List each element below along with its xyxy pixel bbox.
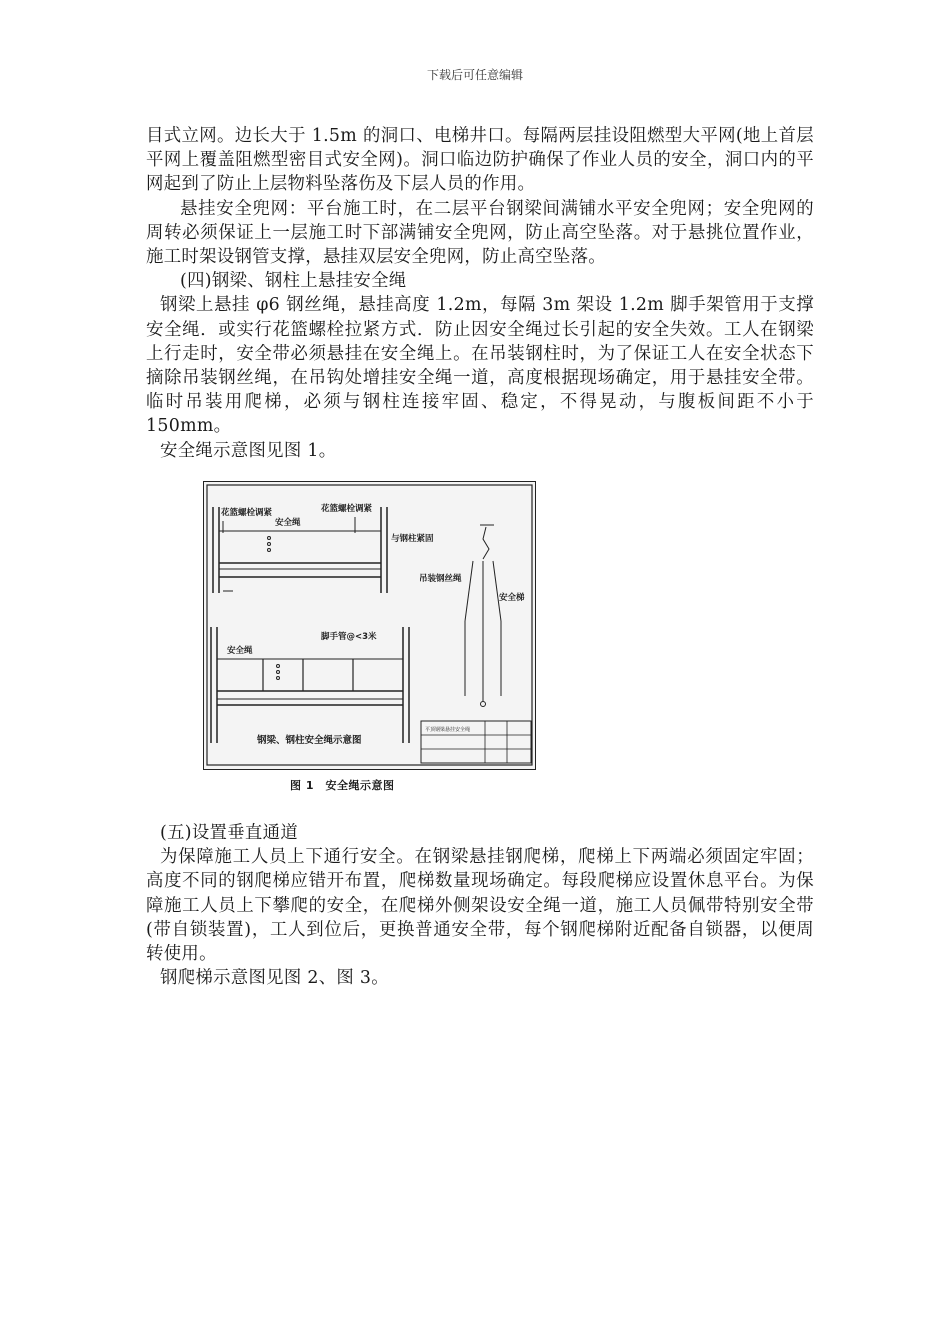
paragraph-figure1-ref: 安全绳示意图见图 1。: [160, 440, 337, 461]
label-turnbuckle-left: 花篮螺栓调紧: [221, 508, 273, 518]
paragraph-vertical-access: 为保障施工人员上下通行安全。在钢梁悬挂钢爬梯，爬梯上下两端必须固定牢固；高度不同的钢爬梯应错开布置，爬梯数量现场确定。每段爬梯应设置休息平台。为保障施工人员上下攀爬的安全，在爬梯外侧架设安全绳一道，施工人员佩带特别安全带(带自锁装置)，工人到位后，更换普通安全带，每个钢爬梯附近配备自锁器，以便周转使用。: [146, 847, 814, 965]
paragraph-steel-rope: 钢梁上悬挂 φ6 钢丝绳，悬挂高度 1.2m，每隔 3m 架设 1.2m 脚手架管用于支撑安全绳．或实行花篮螺栓拉紧方式．防止因安全绳过长引起的安全失效。工人在钢梁上行走时，安全带必须悬挂在安全绳上。在吊装钢柱时，为了保证工人在安全状态下摘除吊装钢丝绳，在吊钩处增挂安全绳一道，高度根据现场确定，用于悬挂安全带。临时吊装用爬梯，必须与钢柱连接牢固、稳定，不得晃动，与腹板间距不小于 150mm。: [146, 295, 814, 437]
section-2: [146, 821, 814, 990]
paragraph-openings: 目式立网。边长大于 1.5m 的洞口、电梯井口。每隔两层挂设阻燃型大平网(地上首层平网上覆盖阻燃型密目式安全网)。洞口临边防护确保了作业人员的安全，洞口内的平网起到了防止上层物料坠落伤及下层人员的作用。: [146, 126, 814, 195]
heading-section-5: (五)设置垂直通道: [160, 823, 299, 843]
page-header: 下载后可任意编辑: [426, 68, 523, 82]
title-block-name: 平顶钢梁悬挂安全绳: [425, 727, 471, 733]
label-hoist-wire: 吊装钢丝绳: [419, 574, 462, 584]
paragraph-safety-net: 悬挂安全兜网：平台施工时，在二层平台钢梁间满铺水平安全兜网；安全兜网的周转必须保证上一层施工时下部满铺安全兜网，防止高空坠落。对于悬挑位置作业，施工时架设钢管支撑，悬挂双层安全兜网，防止高空坠落。: [146, 198, 814, 268]
label-safety-rope-top: 安全绳: [275, 518, 301, 528]
figure-1-diagram: [203, 481, 536, 771]
figure-1-caption: 图 1 安全绳示意图: [290, 779, 395, 792]
label-scaffold-tube: 脚手管@<3米: [321, 632, 377, 642]
label-safety-rope-bottom: 安全绳: [227, 646, 253, 656]
heading-section-4: (四)钢梁、钢柱上悬挂安全绳: [180, 271, 407, 292]
label-turnbuckle-right: 花篮螺栓调紧: [321, 504, 373, 514]
label-safety-ladder: 安全梯: [499, 593, 525, 603]
section-1: [146, 124, 814, 463]
paragraph-figure23-ref: 钢爬梯示意图见图 2、图 3。: [160, 968, 389, 989]
label-column-fasten: 与钢柱紧固: [391, 534, 434, 544]
drawing-title: 钢梁、钢柱安全绳示意图: [257, 735, 362, 746]
